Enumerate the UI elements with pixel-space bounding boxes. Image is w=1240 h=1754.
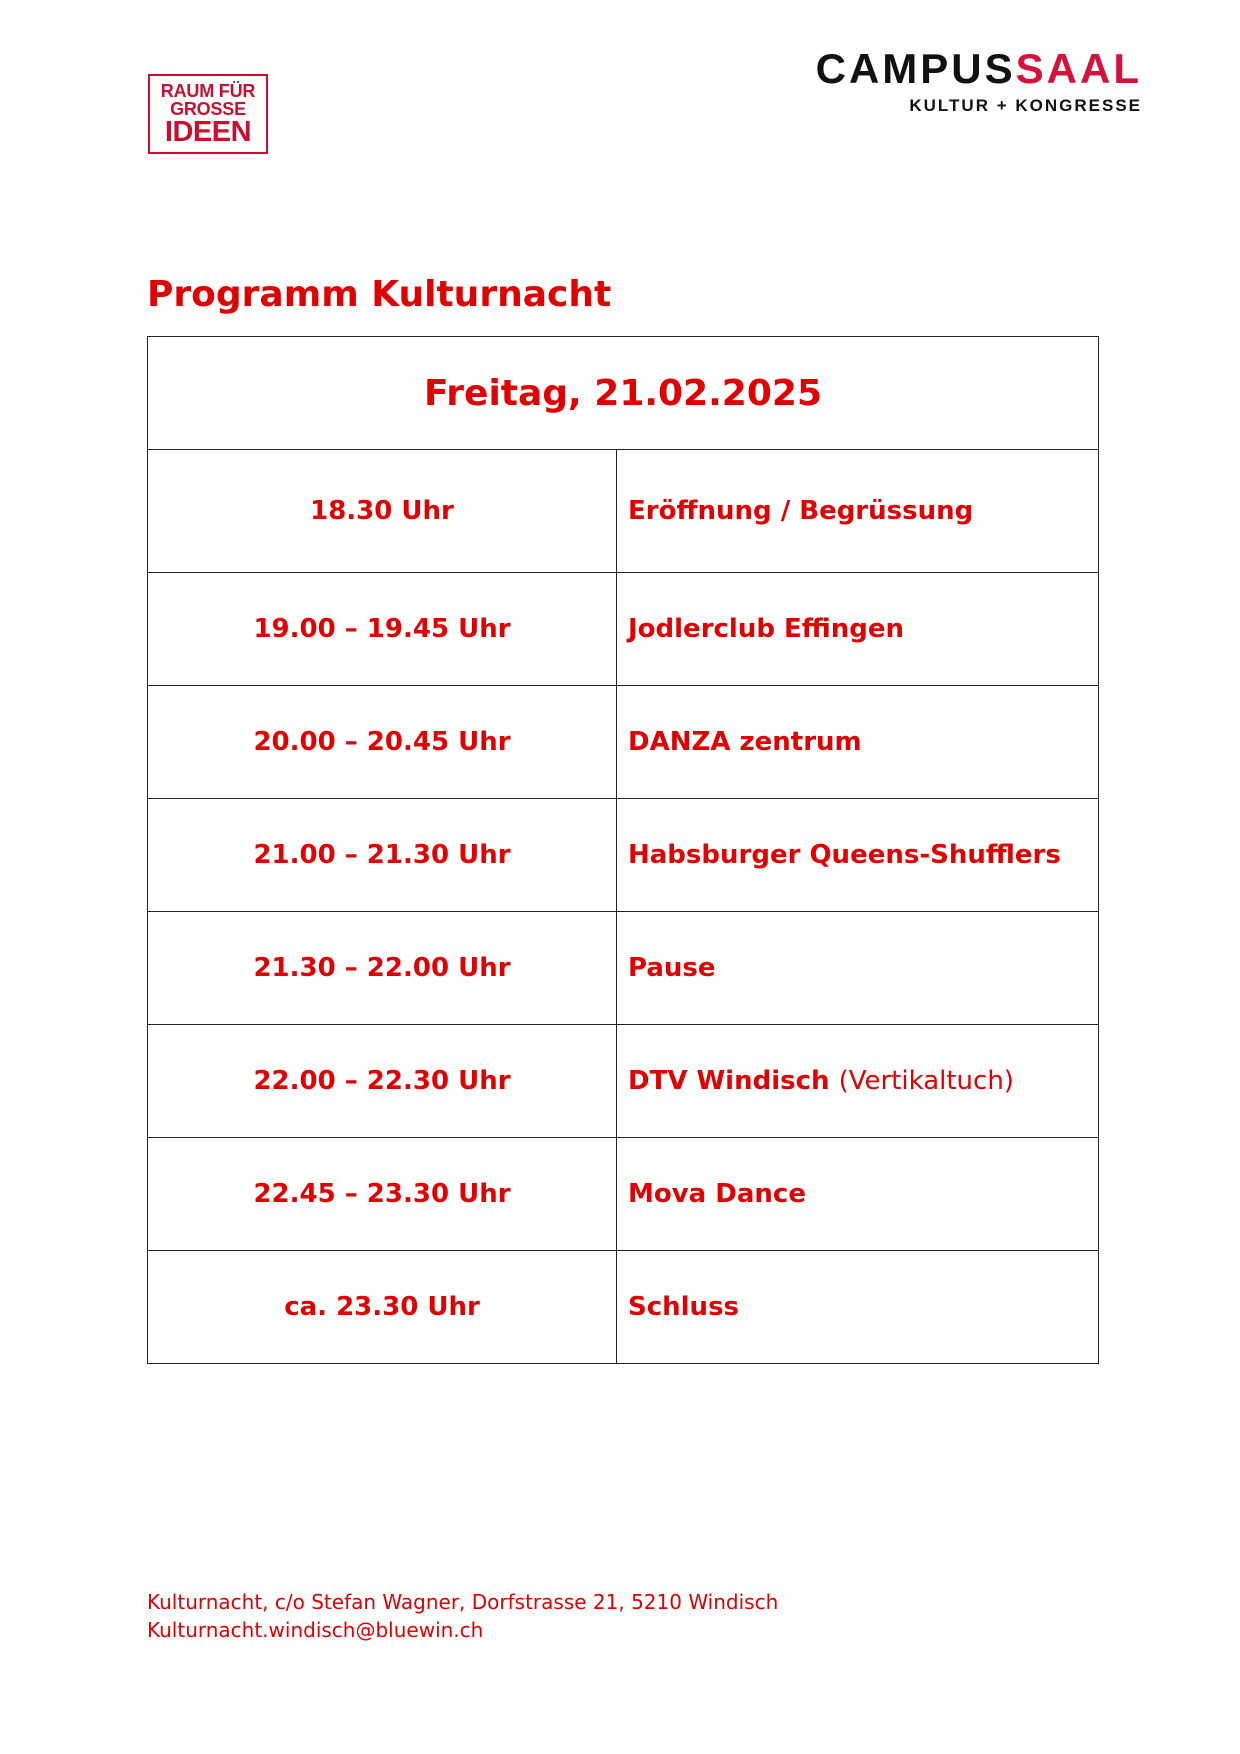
program-act-name: Mova Dance (628, 1179, 806, 1209)
program-row (148, 1138, 1099, 1251)
brand-subtitle: KULTUR + KONGRESSE (909, 96, 1142, 115)
program-act (617, 686, 1099, 799)
program-act-name: Habsburger Queens-Shufflers (628, 840, 1061, 870)
program-act-name: Pause (628, 953, 716, 983)
program-row (148, 1251, 1099, 1364)
program-act-name: DTV Windisch (628, 1066, 830, 1096)
date-row (148, 337, 1099, 450)
footer-address: Kulturnacht, c/o Stefan Wagner, Dorfstrasse 21, 5210 Windisch (147, 1590, 779, 1614)
program-act (617, 1025, 1099, 1138)
program-act-name: Jodlerclub Effingen (628, 614, 905, 644)
logo-left-line1: RAUM FÜR (160, 80, 256, 101)
brand-saal: SAAL (1015, 45, 1142, 92)
program-time: 22.45 – 23.30 Uhr (148, 1138, 617, 1251)
program-act-name: Eröffnung / Begrüssung (628, 496, 974, 526)
program-table (147, 336, 1099, 1364)
program-row (148, 450, 1099, 573)
program-row (148, 1025, 1099, 1138)
program-row (148, 686, 1099, 799)
program-time: 21.00 – 21.30 Uhr (148, 799, 617, 912)
program-act (617, 573, 1099, 686)
footer-email: Kulturnacht.windisch@bluewin.ch (147, 1618, 484, 1642)
program-act (617, 1251, 1099, 1364)
program-time: 18.30 Uhr (148, 450, 617, 573)
campussaal-logo (815, 45, 1142, 116)
program-act (617, 1138, 1099, 1251)
raum-fuer-grosse-ideen-logo (148, 74, 268, 154)
program-time: 21.30 – 22.00 Uhr (148, 912, 617, 1025)
program-act-name: Schluss (628, 1292, 740, 1322)
footer (147, 1588, 778, 1644)
logo-left-line3: IDEEN (164, 115, 252, 148)
program-act (617, 450, 1099, 573)
logo-left-line2: GROSSE (170, 98, 246, 119)
program-time: ca. 23.30 Uhr (148, 1251, 617, 1364)
program-time: 22.00 – 22.30 Uhr (148, 1025, 617, 1138)
program-act (617, 799, 1099, 912)
program-time: 19.00 – 19.45 Uhr (148, 573, 617, 686)
program-time: 20.00 – 20.45 Uhr (148, 686, 617, 799)
program-row (148, 912, 1099, 1025)
program-act (617, 912, 1099, 1025)
brand-campus: CAMPUS (815, 45, 1016, 92)
campussaal-brand (815, 45, 1142, 92)
program-act-name: DANZA zentrum (628, 727, 862, 757)
event-date: Freitag, 21.02.2025 (148, 337, 1099, 450)
program-act-note: (Vertikaltuch) (838, 1066, 1014, 1096)
page-title: Programm Kulturnacht (147, 274, 612, 315)
program-row (148, 573, 1099, 686)
program-row (148, 799, 1099, 912)
